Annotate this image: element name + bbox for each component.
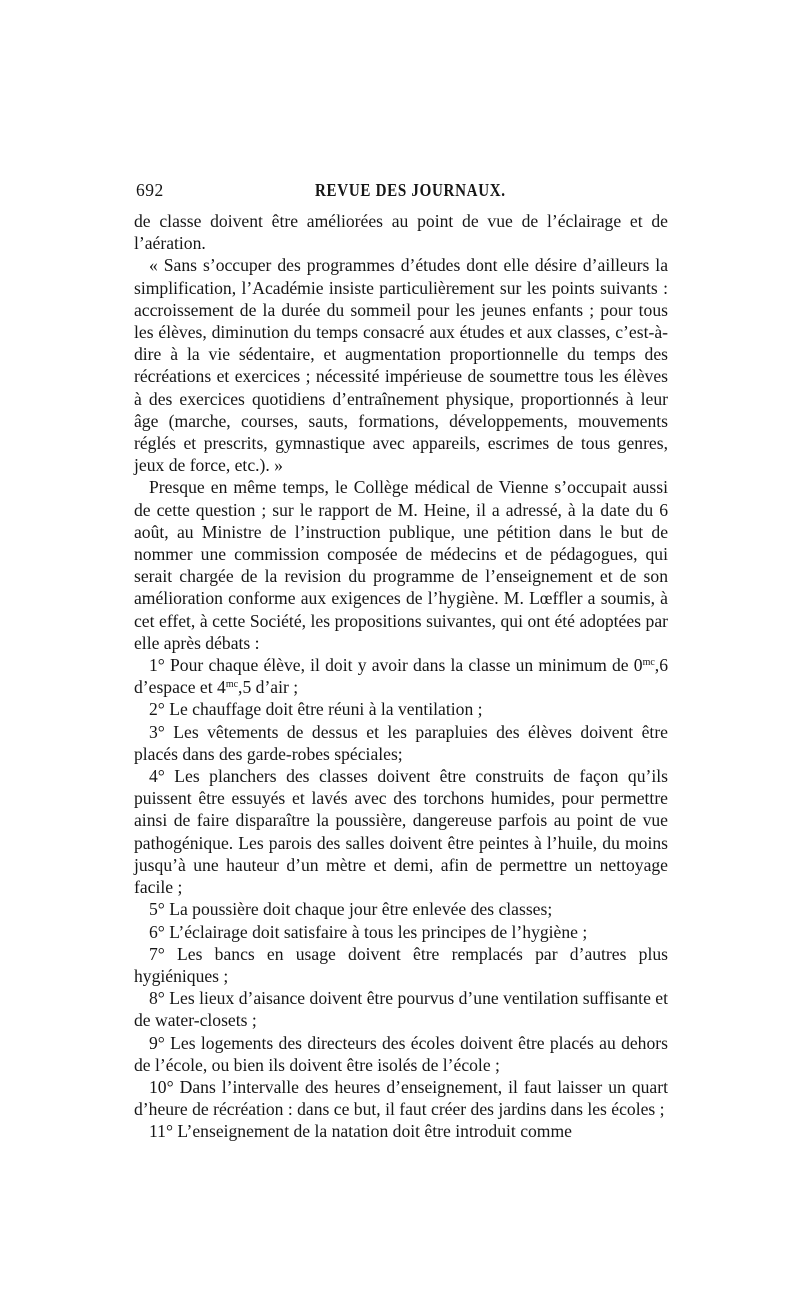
- unit-superscript: mc: [642, 657, 655, 669]
- list-item-8: 8° Les lieux d’aisance doivent être pourvus d’une ventilation suffisante et de water-closets ;: [134, 988, 668, 1031]
- paragraph-vienna-college: Presque en même temps, le Collège médical de Vienne s’occupait aussi de cette question ; sur le rapport de M. Heine, il a adressé, à la date du 6 août, au Ministre de l’instruction publique, une pétition dans le but de nommer une commission composée de médecins et de pédagogues, qui serait chargée de la revision du programme de l’enseignement et de son amélioration conforme aux exigences de l’hygiène. M. Lœffler a soumis, à cet effet, à cette Société, les propositions suivantes, qui ont été adoptées par elle après débats :: [134, 477, 668, 653]
- book-page: [134, 178, 668, 1143]
- page-header: [134, 178, 668, 202]
- page-number: 692: [136, 180, 164, 200]
- list-item-1-text-b: ,6 d’espace et 4: [134, 655, 668, 698]
- list-item-1-text-a: 1° Pour chaque élève, il doit y avoir dans la classe un minimum de 0: [149, 655, 643, 676]
- paragraph-academy-quote: « Sans s’occuper des programmes d’études dont elle désire d’ailleurs la simplification, l’Académie insiste particulièrement sur les points suivants : accroissement de la durée du sommeil pour les jeunes enfants ; pour tous les élèves, diminution du temps consacré aux études et aux classes, c’est-à-dire à la vie sédentaire, et augmentation proportionnelle du temps des récréations et exercices ; nécessité impérieuse de soumettre tous les élèves à des exercices quotidiens d’entraînement physique, proportionnés à leur âge (marche, courses, sauts, formations, développements, mouvements réglés et prescrits, gymnastique avec appareils, escrimes de tous genres, jeux de force, etc.). »: [134, 255, 668, 476]
- list-item-10: 10° Dans l’intervalle des heures d’enseignement, il faut laisser un quart d’heure de récréation : dans ce but, il faut créer des jardins dans les écoles ;: [134, 1076, 668, 1120]
- list-item-2: 2° Le chauffage doit être réuni à la ventilation ;: [149, 699, 483, 720]
- list-item-5: 5° La poussière doit chaque jour être enlevée des classes;: [149, 899, 553, 920]
- list-item-1: [134, 654, 668, 698]
- unit-superscript: mc: [225, 679, 239, 691]
- list-item-9: 9° Les logements des directeurs des écoles doivent être placés au dehors de l’école, ou bien ils doivent être isolés de l’école ;: [134, 1032, 668, 1075]
- running-head: REVUE DES JOURNAUX.: [315, 180, 506, 200]
- paragraph-continuation: de classe doivent être améliorées au point de vue de l’éclairage et de l’aération.: [134, 211, 668, 254]
- list-item-6: 6° L’éclairage doit satisfaire à tous les principes de l’hygiène ;: [149, 921, 588, 942]
- list-item-1-text-c: ,5 d’air ;: [238, 677, 299, 698]
- list-item-11: 11° L’enseignement de la natation doit être introduit comme: [149, 1121, 572, 1142]
- list-item-7: 7° Les bancs en usage doivent être remplacés par d’autres plus hygiéniques ;: [134, 943, 668, 986]
- list-item-4: 4° Les planchers des classes doivent être construits de façon qu’ils puissent être essuyés et lavés avec des torchons humides, pour permettre ainsi de faire disparaître la poussière, dangereuse parfois au point de vue pathogénique. Les parois des salles doivent être peintes à l’huile, du moins jusqu’à une hauteur d’un mètre et demi, afin de permettre un nettoyage facile ;: [134, 766, 668, 898]
- list-item-3: 3° Les vêtements de dessus et les parapluies des élèves doivent être placés dans des garde-robes spéciales;: [134, 721, 668, 764]
- body-text: [134, 210, 668, 1143]
